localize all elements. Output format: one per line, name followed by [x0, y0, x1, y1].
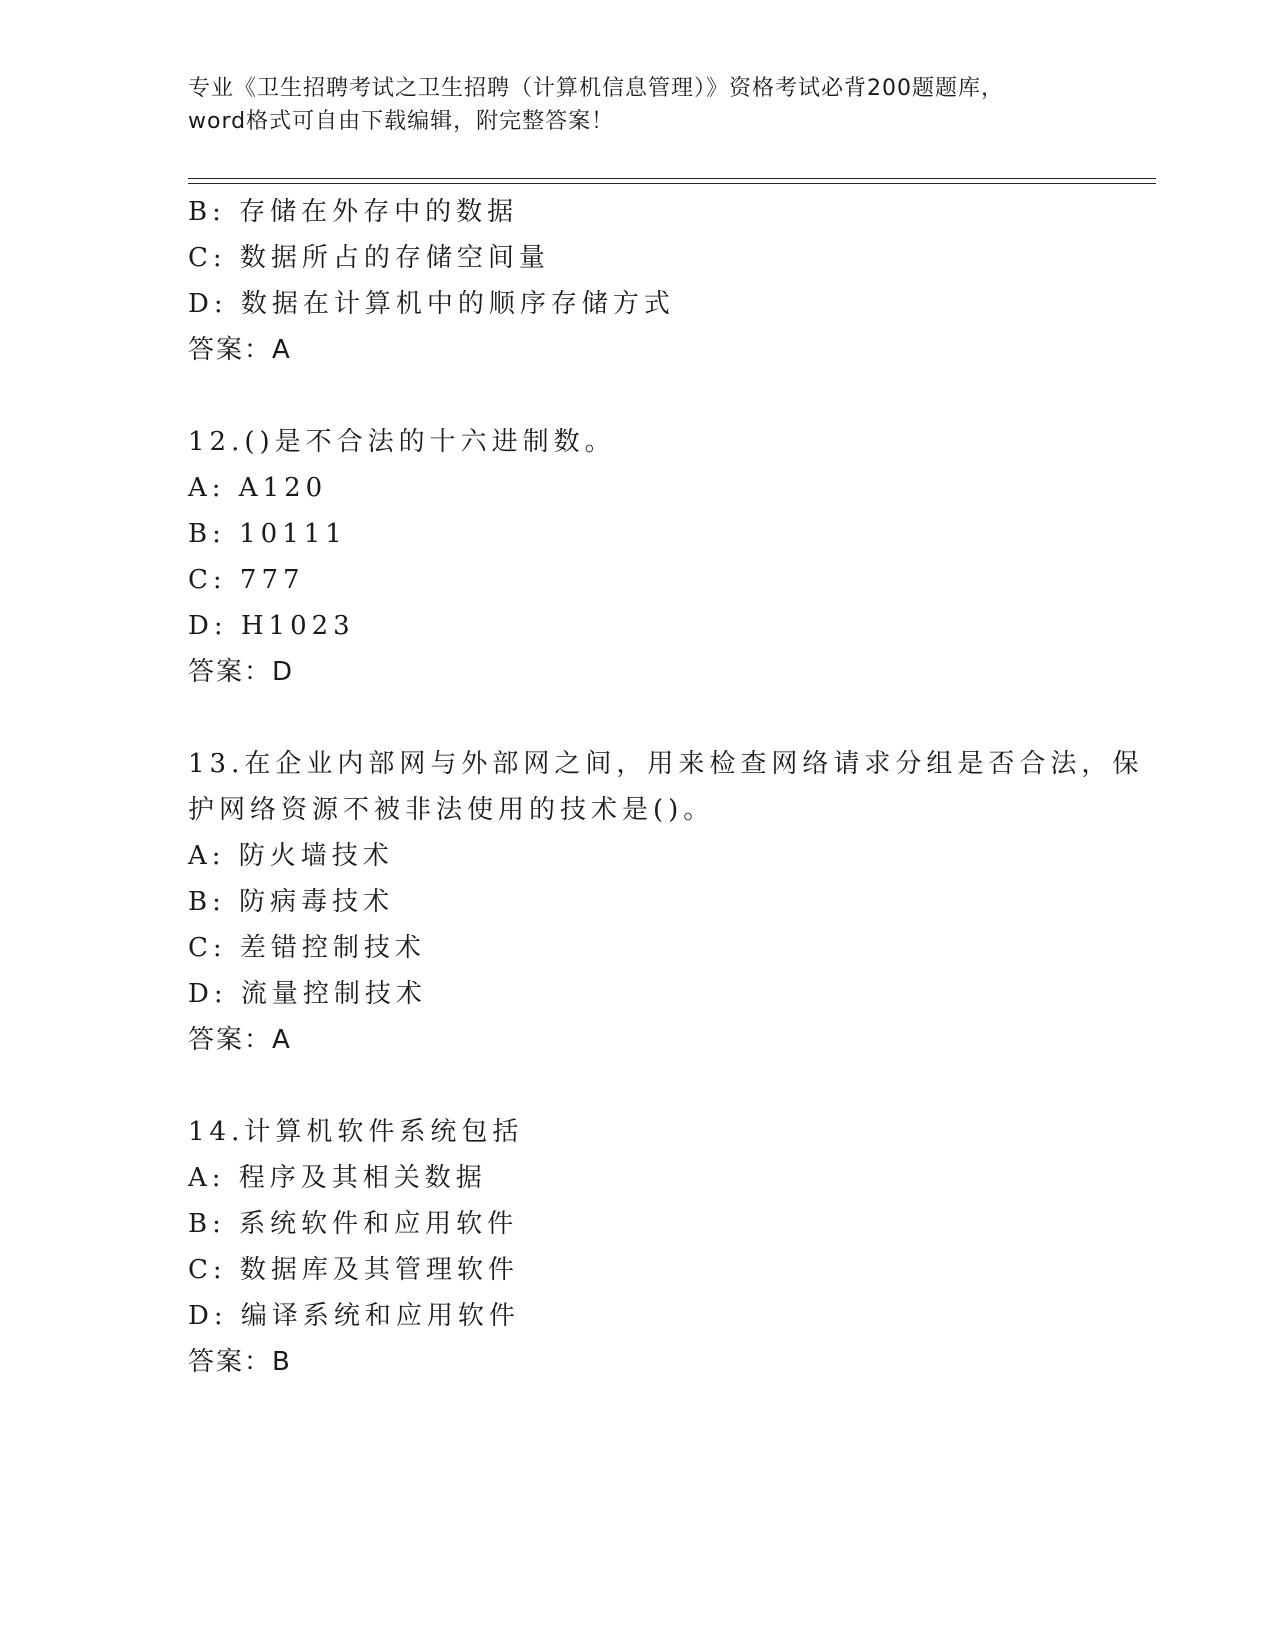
question-title-line-2: 护网络资源不被非法使用的技术是()。 — [188, 795, 715, 825]
option-b: B: 存储在外存中的数据 — [188, 197, 519, 227]
header-line-2: word格式可自由下载编辑，附完整答案！ — [188, 109, 615, 134]
header-divider-top — [188, 178, 1156, 179]
question-title-line-1: 13.在企业内部网与外部网之间，用来检查网络请求分组是否合法，保 — [188, 749, 1144, 779]
option-d: D: 数据在计算机中的顺序存储方式 — [188, 289, 675, 319]
spacer — [188, 373, 1148, 419]
option-a: A: 程序及其相关数据 — [188, 1163, 487, 1193]
answer-label: 答案：A — [188, 335, 292, 365]
option-a: A: A120 — [188, 473, 328, 503]
option-b: B: 10111 — [188, 519, 347, 549]
option-b: B: 防病毒技术 — [188, 887, 395, 917]
option-d: D: H1023 — [188, 611, 355, 641]
question-13 — [188, 741, 1148, 1063]
answer-label: 答案：A — [188, 1025, 292, 1055]
answer-label: 答案：D — [188, 657, 295, 687]
option-a: A: 防火墙技术 — [188, 841, 394, 871]
question-14 — [188, 1109, 1148, 1385]
option-b: B: 系统软件和应用软件 — [188, 1209, 519, 1239]
question-title: 14.计算机软件系统包括 — [188, 1117, 524, 1147]
spacer — [188, 695, 1148, 741]
document-header — [188, 72, 1088, 138]
option-c: C: 数据库及其管理软件 — [188, 1255, 519, 1285]
option-d: D: 流量控制技术 — [188, 979, 427, 1009]
spacer — [188, 1063, 1148, 1109]
option-c: C: 数据所占的存储空间量 — [188, 243, 550, 273]
option-c: C: 777 — [188, 565, 305, 595]
option-d: D: 编译系统和应用软件 — [188, 1301, 520, 1331]
question-title: 12.()是不合法的十六进制数。 — [188, 427, 616, 457]
header-line-1: 专业《卫生招聘考试之卫生招聘（计算机信息管理）》资格考试必背200题题库， — [188, 76, 1004, 101]
question-11-continuation — [188, 189, 1148, 373]
answer-label: 答案：B — [188, 1347, 292, 1377]
header-divider-bottom — [188, 183, 1156, 184]
option-c: C: 差错控制技术 — [188, 933, 426, 963]
question-content — [188, 189, 1148, 1385]
question-12 — [188, 419, 1148, 695]
